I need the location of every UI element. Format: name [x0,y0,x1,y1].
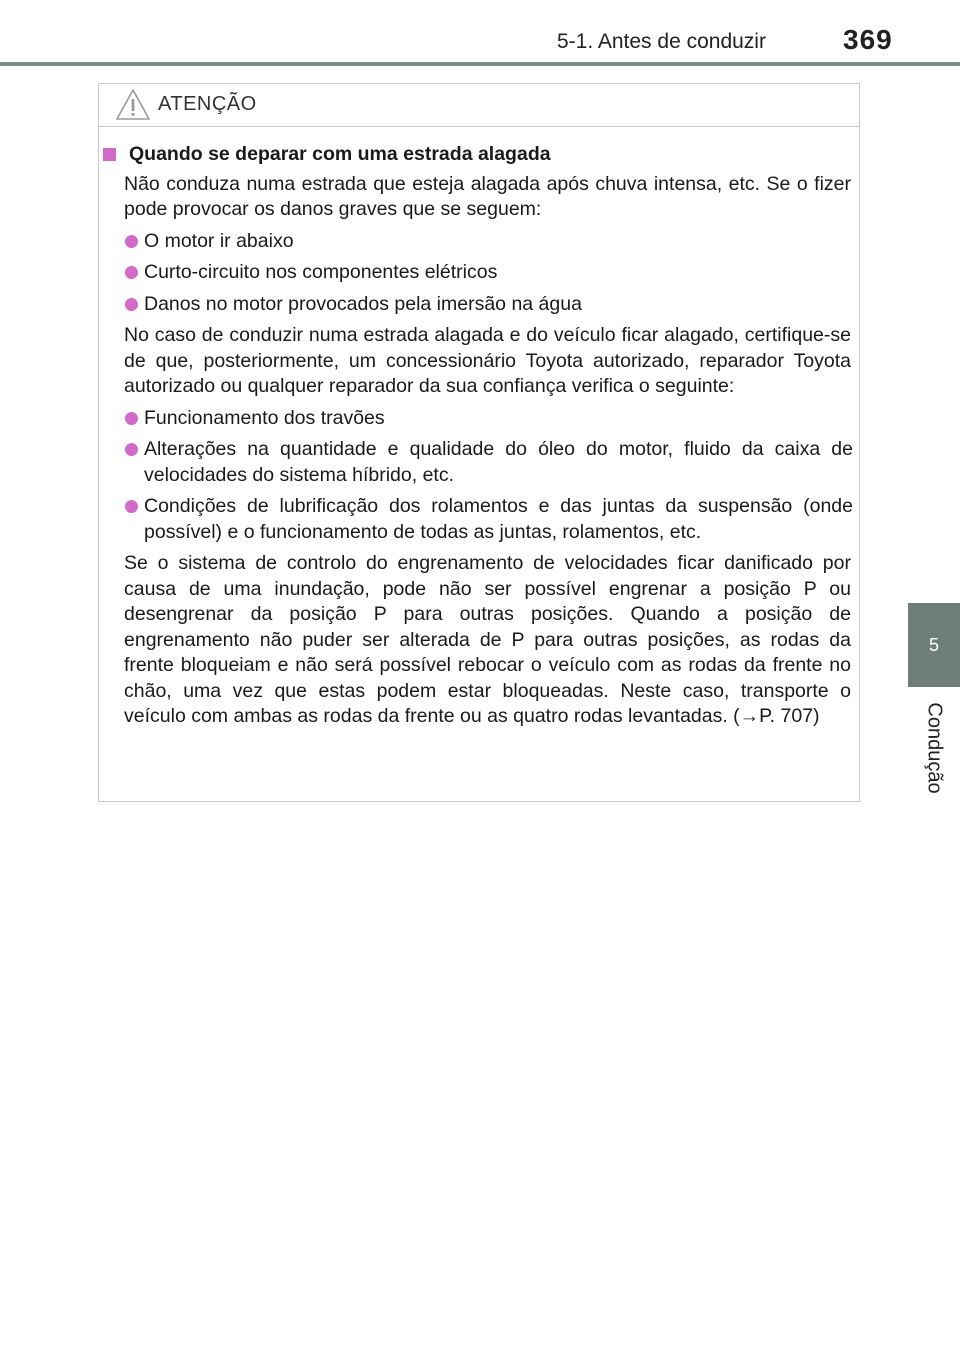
circle-bullet-icon [125,298,138,311]
list-item [124,437,859,488]
list-item-text: O motor ir abaixo [144,229,294,252]
chapter-label: Condução [923,702,946,794]
list-item [124,406,859,432]
check-paragraph: No caso de conduzir numa estrada alagada e do veículo ficar alagado, certifique-se de que, posteriormente, um concessionário Toyota autorizado, reparador Toyota autorizado ou qualquer reparador da sua confiança verifica o seguinte: [124,324,851,397]
circle-bullet-icon [125,412,138,425]
warning-title: ATENÇÃO [158,93,257,115]
closing-paragraph: Se o sistema de controlo do engrenamento de velocidades ficar danificado por causa de uma inundação, pode não ser possível engrenar a posição P ou desengrenar da posição P para outras posições. Quando a posição de engrenamento não puder ser alterada de P para outras posições, as rodas da frente bloqueiam e não será possível rebocar o veículo com as rodas da frente no chão, uma vez que estas podem estar bloqueadas. Neste caso, transporte o veículo com ambas as rodas da frente ou as quatro rodas levantadas. (→P. 707) [124,552,851,727]
warning-triangle-icon [115,88,151,122]
circle-bullet-icon [125,266,138,279]
warning-box [98,83,860,802]
chapter-tab[interactable] [908,603,960,687]
list-item-text: Funcionamento dos travões [144,406,385,429]
warning-content [99,142,859,736]
warning-header [99,84,859,127]
circle-bullet-icon [125,443,138,456]
section-heading-text: Quando se deparar com uma estrada alagada [129,143,551,165]
section-heading [99,142,859,168]
section-title: 5-1. Antes de conduzir [557,30,766,53]
circle-bullet-icon [125,235,138,248]
list-item [124,229,859,255]
header-divider [0,62,960,66]
page-number: 369 [843,24,893,55]
list-item-text: Condições de lubrificação dos rolamentos e das juntas da suspensão (onde possível) e o funcionamento de todas as juntas, rolamentos, etc. [144,495,853,543]
list-item-text: Curto-circuito nos componentes elétricos [144,261,498,283]
chapter-number: 5 [928,634,939,655]
square-bullet-icon [103,148,116,161]
list-item [124,260,859,286]
list-item-text: Danos no motor provocados pela imersão na água [144,292,582,315]
circle-bullet-icon [125,500,138,513]
list-item-text: Alterações na quantidade e qualidade do óleo do motor, fluido da caixa de velocidades do sistema híbrido, etc. [144,438,853,486]
list-item [124,494,859,545]
intro-paragraph: Não conduza numa estrada que esteja alagada após chuva intensa, etc. Se o fizer pode provocar os danos graves que se seguem: [124,172,851,220]
list-item [124,292,859,318]
